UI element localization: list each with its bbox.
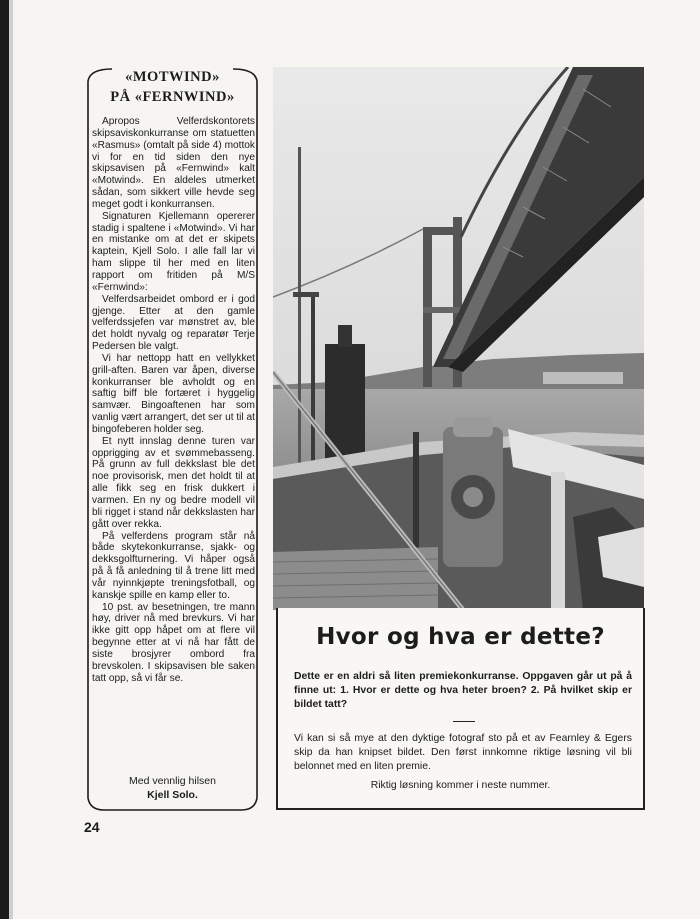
- article-signoff: [86, 774, 259, 802]
- page-number: 24: [84, 819, 100, 835]
- article-paragraph: Apropos Velferdskontorets skipsaviskonkurranse om statuetten «Rasmus» (omtalt på side 4) mottok vi for en tid siden den nye skipsavisen på «Fernwind» kalt «Motwind». En aldeles utmerket sådan, som sikkert ville hevde seg meget godt i konkurransen.: [92, 116, 255, 210]
- signoff-name: Kjell Solo.: [147, 789, 198, 801]
- article-box: [86, 67, 259, 812]
- article-title: [86, 67, 259, 107]
- page-edge-shadow: [9, 0, 13, 919]
- competition-info: Vi kan si så mye at den dyktige fotograf sto på et av Fearnley & Egers skip da han knipset bildet. Den først innkomne riktige løsning vil bli belonnet med en liten premie.: [294, 733, 632, 772]
- competition-heading: Hvor og hva er dette?: [316, 624, 605, 650]
- signoff-greeting: Med vennlig hilsen: [129, 775, 216, 787]
- answer-note: Riktig løsning kommer i neste nummer.: [370, 780, 551, 791]
- article-paragraph: Velferdsarbeidet ombord er i god gjenge. Etter at den gamle velferdssjefen var mønstret av, ble det holdt nyvalg og reparatør Terje Pedersen ble valgt.: [92, 293, 255, 353]
- competition-question: Dette er en aldri så liten premiekonkurranse. Oppgaven går ut på å finne ut: 1. Hvor er dette og hva heter broen? 2. På hvilket skip er bildet tatt?: [294, 671, 632, 710]
- article-paragraph: Et nytt innslag denne turen var opprigging av et svømmebasseng. På grunn av full dekkslast ble det noe provisorisk, men det holdt til at alle fikk seg en frisk dukkert i varmen. En ny og bedre modell vil bli rigget i stand når dekkslasten har gått over rekka.: [92, 435, 255, 530]
- bridge-photograph: [273, 67, 644, 610]
- competition-box: [276, 608, 645, 810]
- article-title-line-1: «MOTWIND»: [125, 69, 220, 85]
- article-paragraph: Signaturen Kjellemann opererer stadig i spaltene i «Motwind». Vi har en mistanke om at det er skipets kaptein, Kjell Solo. I alle fall lar vi ham slippe til her med en liten rapport om fritiden på M/S «Fernwind»:: [92, 210, 255, 293]
- bridge-photo-illustration: [273, 67, 644, 610]
- article-body: [92, 116, 255, 685]
- article-paragraph: Vi har nettopp hatt en vellykket grill-aften. Baren var åpen, diverse konkurranser ble avholdt og en saftig biff ble fortæret i hyggelig samvær. Bingoaftenen har som vanlig vært arrangert, det ser ut til at bingofeberen holder seg.: [92, 352, 255, 435]
- divider-rule: [453, 721, 475, 722]
- article-title-line-2: PÅ «FERNWIND»: [110, 89, 235, 105]
- page-edge: [0, 0, 9, 919]
- article-paragraph: 10 pst. av besetningen, tre mann høy, driver nå med brevkurs. Vi har ikke gitt opp håpet om at flere vil begynne etter at vi nå har fått de siste brosjyrer ombord fra brevskolen. I skipsavisen ble saken tatt opp, så vi får se.: [92, 601, 255, 684]
- article-paragraph: På velferdens program står nå både skytekonkurranse, sjakk- og dekksgolfturnering. Vi håper også på å få anledning til å trene litt med vår nyinnkjøpte treningsfotball, og kanskje spille en kamp eller to.: [92, 530, 255, 601]
